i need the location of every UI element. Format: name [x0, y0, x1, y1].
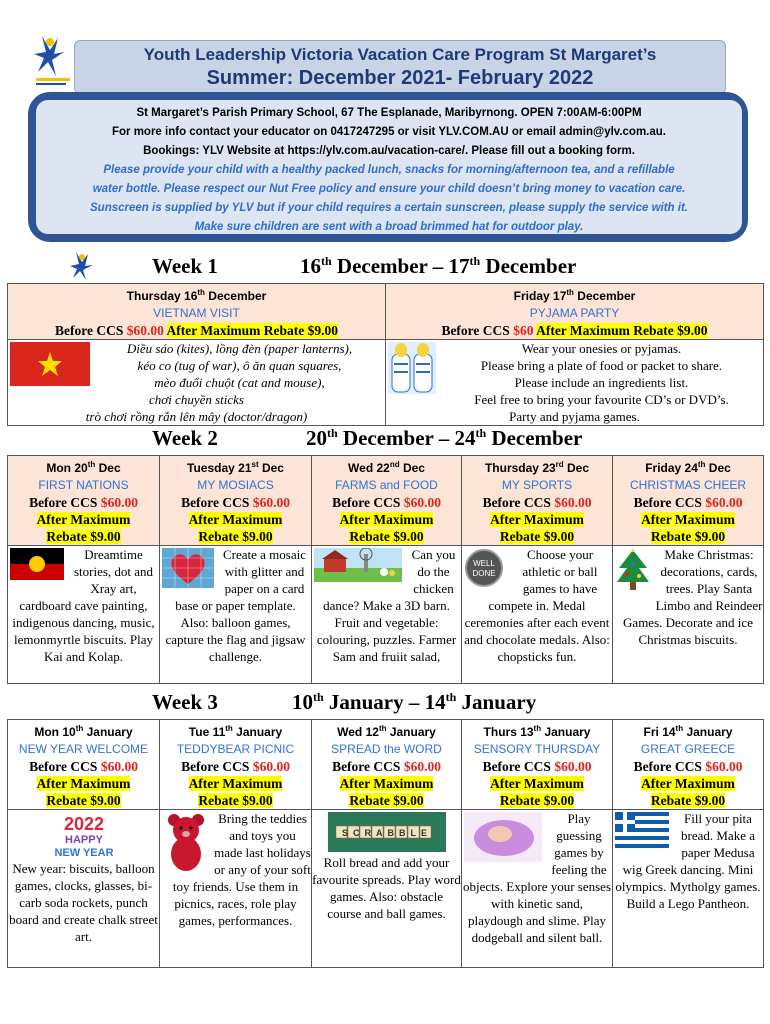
week3-wed-activities: SCRABBLE Roll bread and add your favourite spreads. Play word games. Also: obstacle course and ball games.	[312, 810, 462, 968]
week3-tue-header: Tue 11th January TEDDYBEAR PICNIC Before CCS $60.00 After Maximum Rebate $9.00	[160, 720, 312, 810]
week2-wed-header: Wed 22nd Dec FARMS and FOOD Before CCS $60.00 After Maximum Rebate $9.00	[312, 456, 462, 546]
week3-dates: 10th January – 14th January	[292, 690, 537, 714]
week2-tue-activities: Create a mosaic with glitter and paper on a card base or paper template. Also: balloon games, capture the flag and jigsaw challenge.	[160, 546, 312, 684]
week1-day1-header	[8, 284, 386, 340]
svg-text:HAPPY: HAPPY	[64, 834, 103, 846]
teddy-bear-icon	[162, 812, 210, 874]
activity-line: Please include an ingredients list.	[514, 375, 689, 390]
christmas-tree-icon	[615, 548, 651, 596]
activity-line: kéo co (tug of war), ô ăn quan squares,	[137, 358, 342, 373]
week3-label: Week 3	[152, 690, 218, 714]
info-contact: For more info contact your educator on 0417247295 or visit YLV.COM.AU or email admin@ylv.com.au.	[111, 126, 666, 138]
week1-dates: 16th December – 17th December	[300, 254, 577, 278]
week2-thu-header: Thursday 23rd Dec MY SPORTS Before CCS $60.00 After Maximum Rebate $9.00	[462, 456, 613, 546]
scrabble-board-icon	[328, 812, 446, 852]
week1-table	[7, 283, 764, 426]
activity-line: trò chơi rồng rắn lên mây (doctor/dragon)	[85, 409, 308, 424]
week2-dates: 20th December – 24th December	[306, 426, 583, 450]
week2-fri-activities: Make Christmas: decorations, cards, trees. Play Santa Limbo and Reindeer Games. Decorate and ice Christmas biscuits.	[613, 546, 764, 684]
vietnam-flag-icon	[10, 342, 90, 386]
week3-fri-header: Fri 14th January GREAT GREECE Before CCS $60.00 After Maximum Rebate $9.00	[613, 720, 764, 810]
info-bookings: Bookings: YLV Website at https://ylv.com.au/vacation-care/. Please fill out a booking form.	[143, 145, 635, 157]
happy-new-year-icon	[24, 812, 144, 858]
program-title: Youth Leadership Victoria Vacation Care Program St Margaret’s	[143, 45, 657, 64]
week1-label: Week 1	[152, 254, 218, 278]
farm-scene-icon	[314, 548, 402, 582]
week1-day1-activities	[8, 340, 386, 426]
program-subtitle: Summer: December 2021- February 2022	[206, 67, 594, 89]
week3-wed-header: Wed 12th January SPREAD the WORD Before CCS $60.00 After Maximum Rebate $9.00	[312, 720, 462, 810]
svg-text:DONE: DONE	[472, 569, 496, 578]
week3-tue-activities: Bring the teddies and toys you made last holidays or any of your soft toy friends. Use them in picnics, races, role play games, performances.	[160, 810, 312, 968]
greece-flag-icon	[615, 812, 669, 848]
week1-day2-header	[386, 284, 764, 340]
aboriginal-flag-icon	[10, 548, 64, 580]
week2-mon-header: Mon 20th Dec FIRST NATIONS Before CCS $60.00 After Maximum Rebate $9.00	[8, 456, 160, 546]
info-sunscreen: Sunscreen is supplied by YLV but if your child requires a certain sunscreen, please supply the service with it.	[90, 202, 688, 214]
week3-thu-header: Thurs 13th January SENSORY THURSDAY Before CCS $60.00 After Maximum Rebate $9.00	[462, 720, 613, 810]
week2-label: Week 2	[152, 426, 218, 450]
mosaic-heart-icon	[162, 548, 214, 588]
week3-fri-activities: Fill your pita bread. Make a paper Medusa wig Greek dancing. Mini olympics. Mytholgy games. Build a Lego Pantheon.	[613, 810, 764, 968]
svg-text:NEW YEAR: NEW YEAR	[53, 847, 114, 858]
activity-line: Party and pyjama games.	[509, 409, 640, 424]
activity-line: Please bring a plate of food or packet to share.	[480, 358, 723, 373]
slime-hand-icon	[464, 812, 542, 862]
week2-thu-activities: WELL DONE Choose your athletic or ball games to have compete in. Medal ceremonies after each event and chocolate medals. Also: chopsticks fun.	[462, 546, 613, 684]
day-price: Before CCS $60 After Maximum Rebate $9.00	[441, 323, 708, 338]
svg-text:2022: 2022	[63, 814, 104, 834]
bananas-in-pyjamas-icon	[388, 342, 436, 394]
week3-mon-header: Mon 10th January NEW YEAR WELCOME Before CCS $60.00 After Maximum Rebate $9.00	[8, 720, 160, 810]
ylv-logo-icon	[32, 32, 74, 92]
info-address: St Margaret’s Parish Primary School, 67 The Esplanade, Maribyrnong. OPEN 7:00AM-6:00PM	[136, 107, 642, 119]
activity-line: Wear your onesies or pyjamas.	[521, 341, 682, 356]
activity-line: chơi chuyền sticks	[148, 392, 244, 407]
week2-fri-header: Friday 24th Dec CHRISTMAS CHEER Before CCS $60.00 After Maximum Rebate $9.00	[613, 456, 764, 546]
program-title-banner	[74, 40, 726, 94]
day-title: Friday 17th December	[513, 288, 636, 303]
activity-line: Feel free to bring your favourite CD’s or DVD’s.	[474, 392, 729, 407]
activity-line: Diều sáo (kites), lồng đèn (paper lanterns),	[126, 341, 353, 356]
svg-text:SCRABBLE: SCRABBLE	[341, 828, 432, 838]
week2-tue-header: Tuesday 21st Dec MY MOSIACS Before CCS $60.00 After Maximum Rebate $9.00	[160, 456, 312, 546]
ylv-small-logo-icon	[68, 250, 100, 282]
week2-table	[7, 455, 764, 684]
day-price: Before CCS $60.00 After Maximum Rebate $9.00	[55, 323, 338, 338]
day-title: Thursday 16th December	[126, 288, 267, 303]
activity-line: mèo đuổi chuột (cat and mouse),	[154, 375, 325, 390]
week3-thu-activities: Play guessing games by feeling the objects. Explore your senses with kinetic sand, playdough and slime. Play dodgeball and silent ball.	[462, 810, 613, 968]
info-panel	[36, 100, 742, 234]
week3-mon-activities: 2022 HAPPY NEW YEAR New year: biscuits, balloon games, clocks, glasses, bi-carb soda rockets, punch board and create chalk street art.	[8, 810, 160, 968]
day-theme: VIETNAM VISIT	[153, 306, 240, 320]
info-nutfree: water bottle. Please respect our Nut Free policy and ensure your child doesn’t bring money to vacation care.	[92, 183, 686, 195]
day-theme: PYJAMA PARTY	[529, 306, 620, 320]
week2-wed-activities: Can you do the chicken dance? Make a 3D barn. Fruit and vegetable: colouring, puzzles. Farmer Sam and fruiit salad,	[312, 546, 462, 684]
medal-icon	[464, 548, 504, 588]
info-lunch: Please provide your child with a healthy packed lunch, snacks for morning/afternoon tea, and a refillable	[103, 164, 675, 176]
week1-day2-activities	[386, 340, 764, 426]
info-hat: Make sure children are sent with a broad brimmed hat for outdoor play.	[194, 221, 584, 233]
week3-table	[7, 719, 764, 968]
svg-text:WELL: WELL	[473, 559, 495, 568]
week2-mon-activities: Dreamtime stories, dot and Xray art, cardboard cave painting, indigenous dancing, music, lemonmyrtle biscuits. Play Kai and Kolap.	[8, 546, 160, 684]
